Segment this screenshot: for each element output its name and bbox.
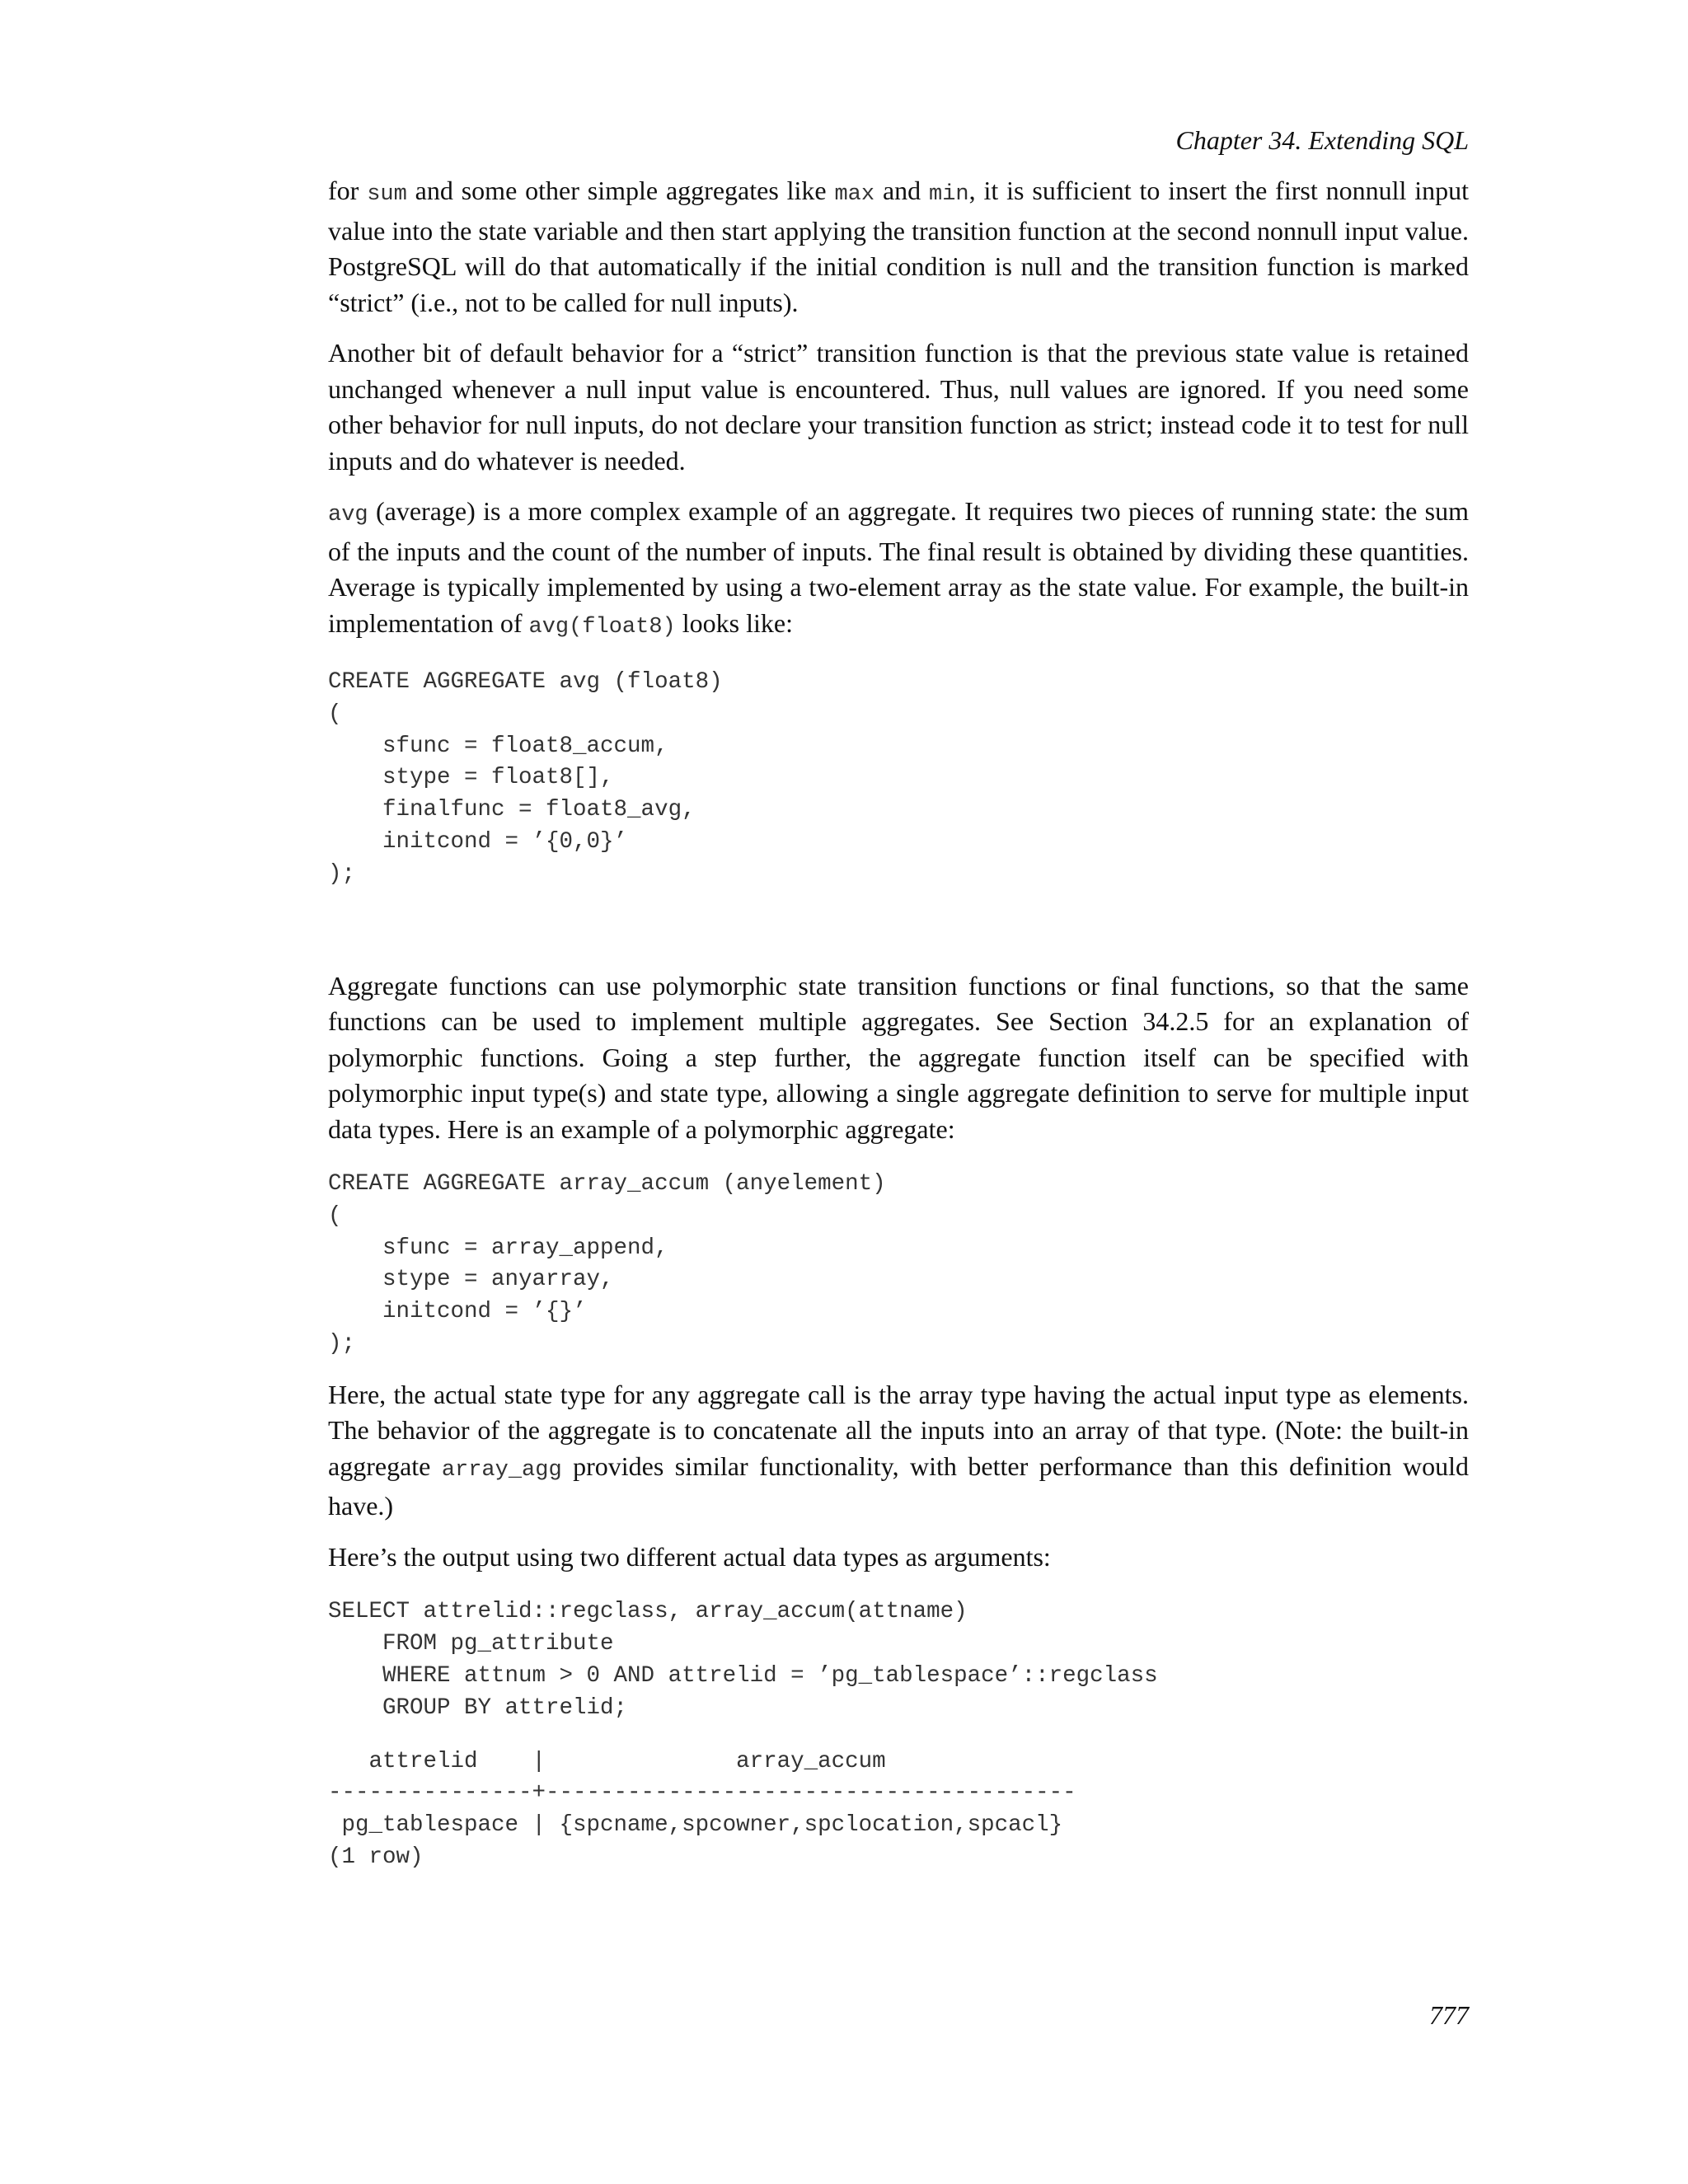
text-run: provides similar functionality, with better performance than this definition would have.): [328, 1451, 1470, 1521]
paragraph-output-intro: Here’s the output using two different actual data types as arguments:: [328, 1541, 1051, 1572]
text-run: (average) is a more complex example of an aggregate. It requires two pieces of running state: the sum of the inputs and the count of the number of inputs. The final result is obtained by dividing these quantities. Average is typically implemented by using a two-element array as the state value. For example, the built-in implementation of: [328, 496, 1469, 638]
inline-code-avg-float8: avg(float8): [528, 614, 676, 640]
paragraph-avg-description: [328, 494, 1469, 645]
text-run: and some other simple aggregates like: [406, 176, 835, 205]
paragraph-strict-initial-condition: [328, 173, 1469, 321]
text-run: , it is sufficient to insert the first nonnull input value into the state variable and then start applying the transition function at the second nonnull input value. PostgreSQL will do that automatically if the initial condition is null and the transition function is marked “strict” (i.e., not to be called for null inputs).: [328, 176, 1470, 317]
code-block-select-query: SELECT attrelid::regclass, array_accum(attname) FROM pg_attribute WHERE attnum > 0 AND attrelid = ’pg_tablespace’::regclass GROUP BY attrelid;: [328, 1599, 1158, 1721]
code-block-array-accum-aggregate: CREATE AGGREGATE array_accum (anyelement) ( sfunc = array_append, stype = anyarray, initcond = ’{}’ );: [328, 1171, 886, 1357]
inline-code-sum: sum: [367, 182, 407, 207]
spacer: [328, 907, 1469, 968]
code-block-query-output: attrelid | array_accum ---------------+--------------------------------------- pg_tablespace | {spcname,spcowner,spclocation,spcacl} (1 row): [328, 1748, 1076, 1870]
inline-code-array-agg: array_agg: [441, 1457, 562, 1483]
paragraph-polymorphic-aggregates: Aggregate functions can use polymorphic state transition functions or final functions, so that the same functions can be used to implement multiple aggregates. See Section 34.2.5 for an explanation of polymorphic functions. Going a step further, the aggregate function itself can be specified with polymorphic input type(s) and state type, allowing a single aggregate definition to serve for multiple input data types. Here is an example of a polymorphic aggregate:: [328, 970, 1469, 1144]
text-run: and: [874, 176, 930, 205]
running-header: Chapter 34. Extending SQL: [1175, 125, 1469, 155]
document-page: [328, 124, 1469, 1891]
text-run: Here, the actual state type for any aggregate call is the array type having the actual input type as elements. The behavior of the aggregate is to concatenate all the inputs into an array of that type. (Note: the built-in aggregate: [328, 1379, 1469, 1481]
page-number: 777: [1429, 2000, 1469, 2030]
text-run: looks like:: [675, 607, 793, 638]
text-run: for: [328, 176, 368, 205]
paragraph-null-inputs: Another bit of default behavior for a “strict” transition function is that the previous state value is retained unchanged whenever a null input value is encountered. Thus, null values are ignored. If you need some other behavior for null inputs, do not declare your transition function as strict; instead code it to test for null inputs and do whatever is needed.: [328, 338, 1469, 476]
inline-code-avg: avg: [328, 503, 368, 527]
inline-code-max: max: [834, 182, 875, 207]
paragraph-array-type-explanation: [328, 1377, 1469, 1525]
code-block-avg-aggregate: CREATE AGGREGATE avg (float8) ( sfunc = float8_accum, stype = float8[], finalfunc = float8_avg, initcond = ’{0,0}’ );: [328, 669, 723, 887]
inline-code-min: min: [929, 182, 969, 207]
